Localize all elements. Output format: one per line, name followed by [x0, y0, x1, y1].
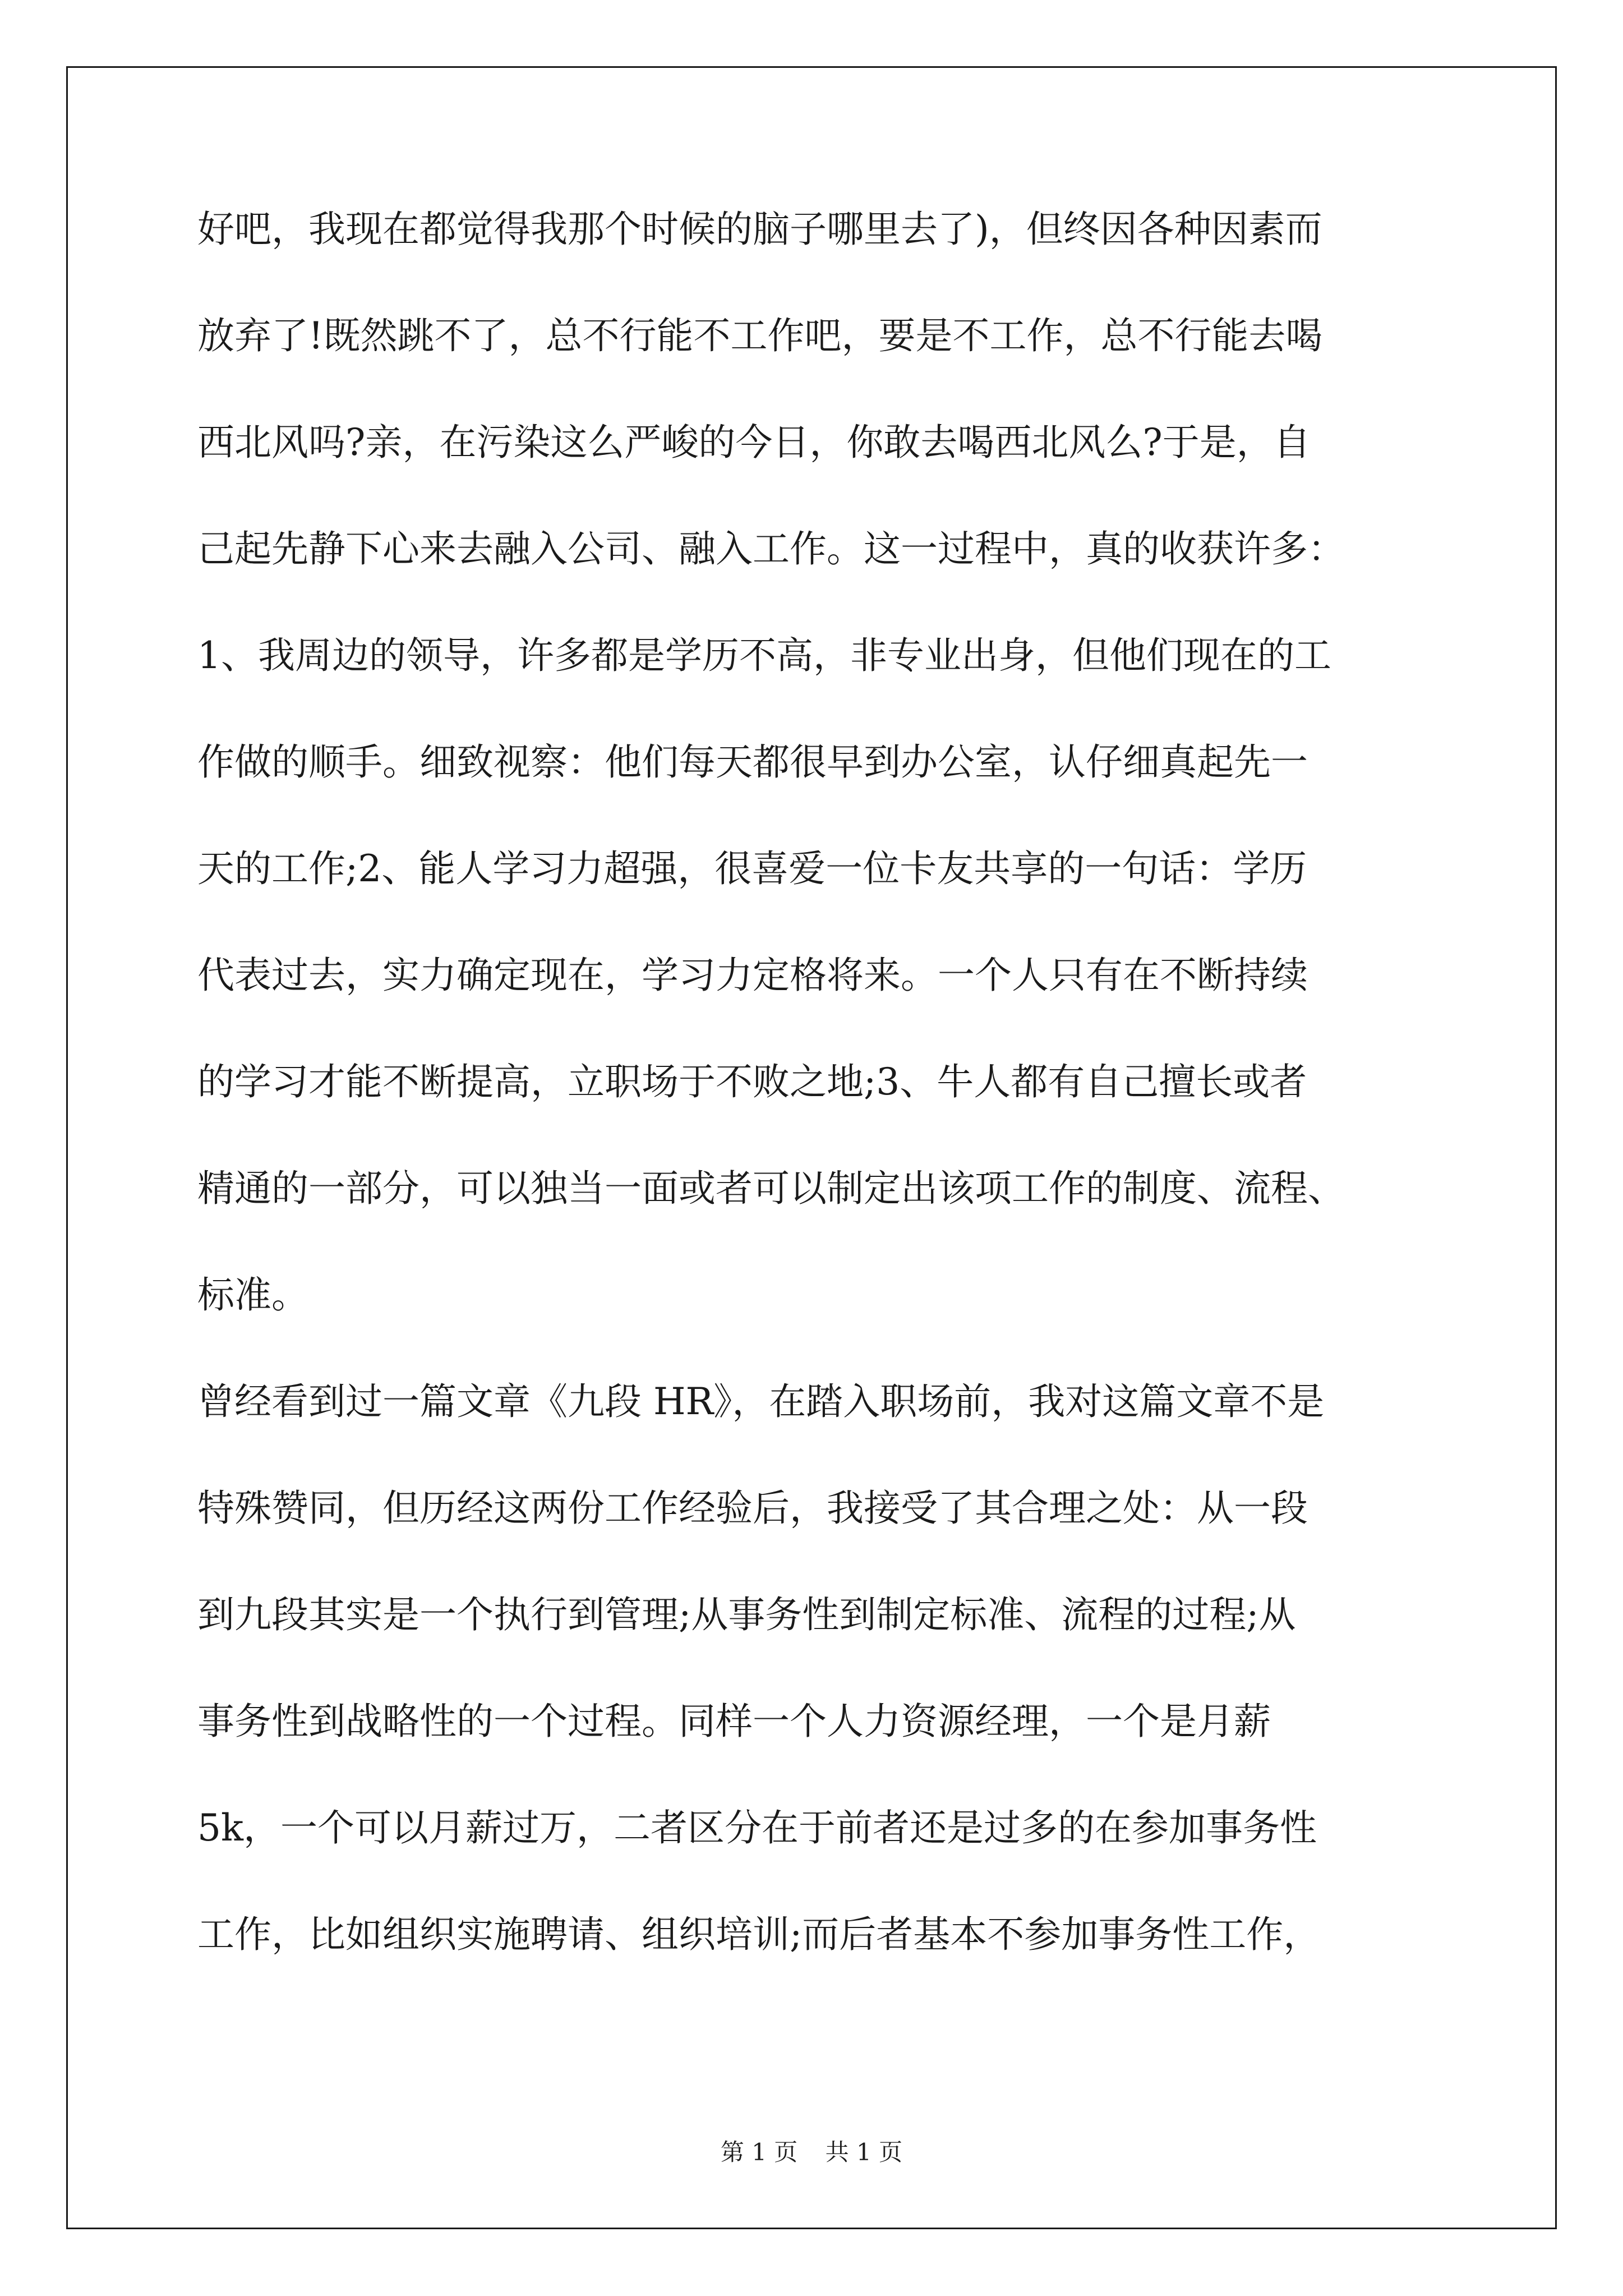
paragraph-1-line-9: 的学习才能不断提高，立职场于不败之地;3、牛人都有自己擅长或者 — [197, 1060, 1307, 1103]
page-footer — [0, 2134, 1623, 2168]
page-border — [66, 66, 1557, 2229]
paragraph-2-line-5: 5k，一个可以月薪过万，二者区分在于前者还是过多的在参加事务性 — [197, 1806, 1317, 1849]
page-number-total: 共 1 页 — [825, 2138, 903, 2166]
paragraph-2-line-3: 到九段其实是一个执行到管理;从事务性到制定标准、流程的过程;从 — [197, 1593, 1296, 1636]
paragraph-1-line-10: 精通的一部分，可以独当一面或者可以制定出该项工作的制度、流程、 — [197, 1167, 1345, 1210]
paragraph-1-line-2: 放弃了!既然跳不了，总不行能不工作吧，要是不工作，总不行能去喝 — [197, 314, 1323, 357]
paragraph-1-line-8: 代表过去，实力确定现在，学习力定格将来。一个人只有在不断持续 — [197, 954, 1308, 997]
paragraph-1-line-5: 1、我周边的领导，许多都是学历不高，非专业出身，但他们现在的工 — [197, 634, 1331, 677]
paragraph-2-line-1: 曾经看到过一篇文章《九段 HR》，在踏入职场前，我对这篇文章不是 — [197, 1380, 1325, 1423]
paragraph-1-line-7: 天的工作;2、能人学习力超强，很喜爱一位卡友共享的一句话：学历 — [197, 847, 1307, 890]
paragraph-1-line-6: 作做的顺手。细致视察：他们每天都很早到办公室，认仔细真起先一 — [197, 740, 1308, 784]
paragraph-1-line-11: 标准。 — [197, 1273, 308, 1317]
paragraph-1-line-4: 己起先静下心来去融入公司、融入工作。这一过程中，真的收获许多： — [197, 527, 1345, 570]
page-number-current: 第 1 页 — [720, 2138, 798, 2166]
paragraph-1-line-3: 西北风吗?亲，在污染这么严峻的今日，你敢去喝西北风么?于是，自 — [197, 421, 1311, 464]
paragraph-2-line-4: 事务性到战略性的一个过程。同样一个人力资源经理，一个是月薪 — [197, 1700, 1271, 1743]
paragraph-1-line-1: 好吧，我现在都觉得我那个时候的脑子哪里去了)，但终因各种因素而 — [197, 208, 1322, 251]
paragraph-2-line-6: 工作，比如组织实施聘请、组织培训;而后者基本不参加事务性工作， — [197, 1913, 1321, 1956]
paragraph-2-line-2: 特殊赞同，但历经这两份工作经验后，我接受了其合理之处：从一段 — [197, 1487, 1308, 1530]
